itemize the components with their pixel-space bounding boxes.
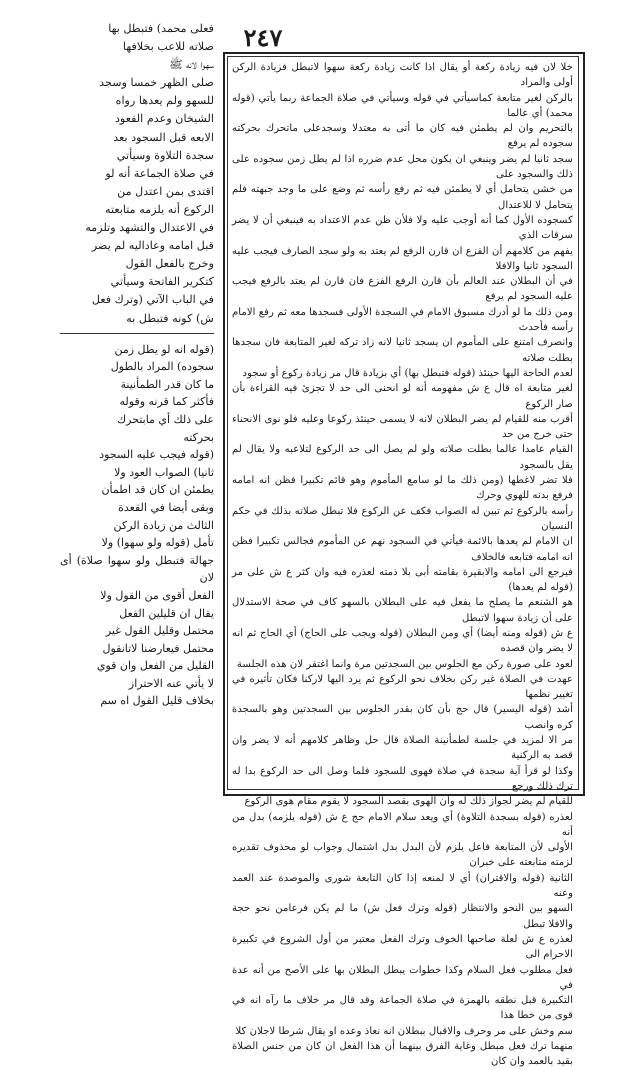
text-line: ثانيا) الصواب العود ولا (114, 465, 214, 479)
text-line: خلا لان فيه زيادة ركعة أو يقال اذا كانت زيادة ركعة سهوا لاتبطل فزيادة الركن أولى والمراد (232, 62, 573, 89)
text-line: ش) كونه فتبطل به (126, 311, 214, 325)
text-line: الشيخان وعدم القعود (114, 112, 214, 126)
text-line: رأسه بالركوع ثم تبين له الصواب فكف عن الركوع فلا تبطل صلاته بذلك في حكم النسيان (232, 505, 573, 532)
text-line: كسجوده الأول كما أنه أوجب عليه ولا فلأن ظن عدم الاعتداد به فينبغي أن لا يضر سرقات الذي (232, 214, 573, 242)
text-line: الفعل أقوى من القول ولا (100, 588, 214, 602)
text-line: سجد ثانيا لم يضر وينبغي ان يكون محل عدم ضرره اذا لم يطل زمن سجوده على ذلك والسجود على (232, 153, 573, 181)
margin-top-text (60, 20, 214, 328)
text-line: لعذره (قوله بسجدة التلاوة) أي ويعد سلام الامام حج ع ش (قوله يلزمه) بدل من أنه (232, 811, 573, 838)
text-line: فعلى محمد) فتبطل بها (108, 22, 214, 35)
text-line: وكذا لو قرأ آية سجدة في صلاة فهوى للسجود فلما وصل الى حد الركوع بدا له ترك ذلك ورجع (232, 765, 573, 792)
text-line: على ذلك أي مابتحرك (117, 412, 214, 426)
text-line: يقال ان قليلين الفعل (119, 606, 214, 620)
text-line: سم وخش على مر وحرف والاقبال ببطلان انه نعاذ وعده او يقال شرطا لاجلان كلا (235, 1025, 573, 1037)
text-line: صلى الظهر خمسا وسجد (99, 76, 214, 90)
text-line: محتمل فيعارضنا لاتانقول (102, 641, 214, 655)
page-number: ٢٤٧ (243, 23, 283, 52)
text-line: الثانية (قوله والاقتران) أي لا لمنعه إذا كان التابعة شورى والموصدة عند العمد وعنه (232, 872, 573, 900)
text-line: من خشن يتحامل أي لا يطمئن فيه ثم رفع رأسه ثم وضع على ما وجد جبهته فلم يتحامل لا للاعتدال (232, 184, 573, 211)
text-line: محتمل وقليل القول غير (105, 624, 214, 638)
text-line: صلاته للاعب بخلافها (122, 40, 214, 54)
text-line: ان الامام لم يعدها بالائمة فيأتي في السجود نهم عن المأموم فجالس تكبيرا فظن انه امامه فتابعه فالخلاف (232, 536, 573, 563)
text-line: وبقى أيضا في القعدة (118, 500, 214, 514)
text-line: فعل مطلوب فعل السلام وكذا خطوات يبطل البطلان بها على الأصح من أنه عدة في (232, 964, 573, 991)
text-line: سجدة التلاوة وسيأتي (116, 148, 214, 162)
text-line: لعود على صورة ركن مع الجلوس بين السجدتين مرة وانما اغتفر لان هذه الجلسة (236, 658, 573, 670)
text-line: لغير متابعة اه قال ع ش مفهومه أنه لو انحنى الى حد لا تجزئ فيه القراءة بأن صار الركوع (232, 383, 573, 410)
margin-bottom-text (60, 341, 214, 710)
text-line: القيام عامدا عالما بطلت صلاته ولو لم يصل الى حد الركوع لتلاعبه ولا يقال لم يقل بالسجود (232, 444, 573, 471)
text-line: تأمل (قوله ولو سهوا) ولا (101, 536, 214, 550)
text-line: السهو بين النحو والانتظار (قوله وترك فعل ش) ما لم يكن فرعامن نحو حجة والافلا تبطل (232, 903, 573, 930)
text-line: الأولى لأن المتابعة فاعل يلزم لأن البدل بدل اشتمال وجواب لو محذوف تقديره لزمته متابعته على خبران (232, 842, 573, 869)
text-line: يطمئن ان كان قد اطمأن (101, 483, 214, 497)
margin-divider (60, 333, 214, 334)
text-line: ومن ذلك ما لو أدرك مسبوق الامام في السجدة الأولى فسجدها معه ثم رفع الامام رأسه فأحدث (232, 306, 573, 334)
text-line: جهالة فتبطل ولو سهوا صلاة) أى لان (60, 553, 214, 585)
text-line: في صلاة الجماعة أنه لو (105, 166, 214, 180)
text-line: الثالث من زيادة الركن (113, 518, 214, 532)
text-line: في أن البطلان عند العالم بأن قارن الرفع الفزع فان قارن لم يعتد بالرفع فيجب عليه السجود لم يرفع (232, 276, 573, 303)
text-line: يفهم من كلامهم أن الفزع ان قارن الرفع لم يعتد به ولو سجد الصارف فيجب عليه السجود ثانيا والافلا (232, 245, 573, 272)
text-line: ع ش (قوله ومنه أيضا) أي ومن البطلان (قوله ويجب على الحاج) أي الحاج ثم انه لا يضر وان قصده (232, 627, 573, 655)
text-line: اقتدى بمن اعتدل من (117, 184, 214, 198)
text-line: هو الشنعم ما يصلح ما يفعل فيه على البطلان بالسهو كاف في صحة الاستدلال على أن زيادة سهوا لاتبطل (232, 597, 573, 624)
text-line: فلا تضر لاغطها (ومن ذلك ما لو سامع المأموم وهو قائم تكبيرا فظن انه امامه فرفع بدنه للهوي وحرك (232, 475, 573, 502)
text-line: كتكرير الفاتحة وسيأتي (110, 275, 214, 289)
text-line: أشد (قوله اليسير) قال حج بأن كان بقدر الجلوس بين السجدتين وهو بالسجدة كره وانصب (232, 704, 573, 731)
text-line: وانصرف امتنع على المأموم ان يسجد ثانيا لانه زاد تركه لغير المتابعة فان سجدها بطلت صلاته (232, 337, 573, 364)
text-line: عهدت في الصلاة غير ركن بخلاف نحو الركوع ثم يرد اليها لاركنا فكان تأثيره في تغيير نظمها (232, 673, 573, 701)
text-line: سجوده) المراد بالطول (110, 360, 214, 374)
text-line: للقيام لم يضر لجواز ذلك له وأن الهوى بقصد السجود لا يقوم مقام هوى الركوع (244, 796, 573, 808)
margin-commentary (60, 20, 214, 790)
text-line: لعذره ع ش لعلة صاحبها الخوف وترك الفعل معتبر من أول الشروع في تكبيرة الاحرام الى (232, 933, 573, 961)
text-line: القليل من الفعل وان قوي (96, 659, 214, 673)
text-line: في الاعتدال والتشهد وتلزمه (85, 221, 214, 235)
text-line: لا يأتي عنه الاحتراز (128, 676, 214, 690)
text-line: بحركته (183, 430, 214, 444)
text-line: ما كان قدر الطمأنينة (120, 377, 214, 391)
text-line: (قوله انه لو يطل زمن (114, 342, 214, 356)
main-text-block (232, 60, 573, 1068)
text-line: الركوع أنه يلزمه متابعته (104, 202, 214, 216)
text-line: وخرج بالفعل القول (125, 257, 214, 271)
text-line: في الباب الآتي (وترك فعل (91, 293, 214, 307)
text-line: (قوله فيجب عليه السجود (99, 448, 214, 462)
text-line: منهما ترك فعل مبطل وغاية الفرق بينهما أن هذا الفعل ان كان من جنس الصلاة بقيد بالعمد وان كان (232, 1041, 573, 1068)
text-line: فأكثر كما قرنه وقوله (119, 395, 214, 409)
text-line: بالتحريم وان لم يطمئن فيه كان ما أتى به معتدلا وسجدعلى ماتحرك بحركته سجوده لم يرفع (232, 123, 573, 150)
text-line: فيرجع الى امامه والابقيرة بقامته أبى بلا ذمته لعذره فيه وان كثر ع ش على مر (قوله لم يعدها) (232, 566, 573, 594)
text-line: لعدم الحاجة اليها حينئذ (قوله فتبطل بها) أي بزيادة قال مر زيادة ركوع أو سجود (242, 367, 573, 379)
text-line: التكبيرة قبل نطقه بالهمزة في صلاة الجماعة وقد قال مر خلاف ما رآه انه في قوى من خطا هذا (232, 995, 573, 1022)
text-line: بخلاف قليل القول اه سم (100, 694, 214, 708)
text-line: قبل امامه وعاداليه لم يضر (91, 239, 214, 253)
text-line: سهوا لانه ﷺ (169, 58, 214, 72)
text-line: أقرب منه للقيام لم يضر البطلان لانه لا يسمى حينئذ ركوعا وعليه فلو نوى الانحناء حتى خرج من حد (232, 413, 573, 441)
text-line: مر الا لمزيد في جلسة لطمأنينة الصلاة قال حل وظاهر كلامهم أنه لا يضر وان قصد به الركنية (232, 735, 573, 762)
text-line: للسهو ولم يعدها رواه (115, 94, 214, 108)
text-line: بالركن لغير متابعة كماسيأتي في قوله وسيأتي في صلاة الجماعة ربما يأتي (قوله محمد) أي عالما (232, 92, 573, 119)
text-line: الابعه قبل السجود بعد (113, 130, 214, 144)
